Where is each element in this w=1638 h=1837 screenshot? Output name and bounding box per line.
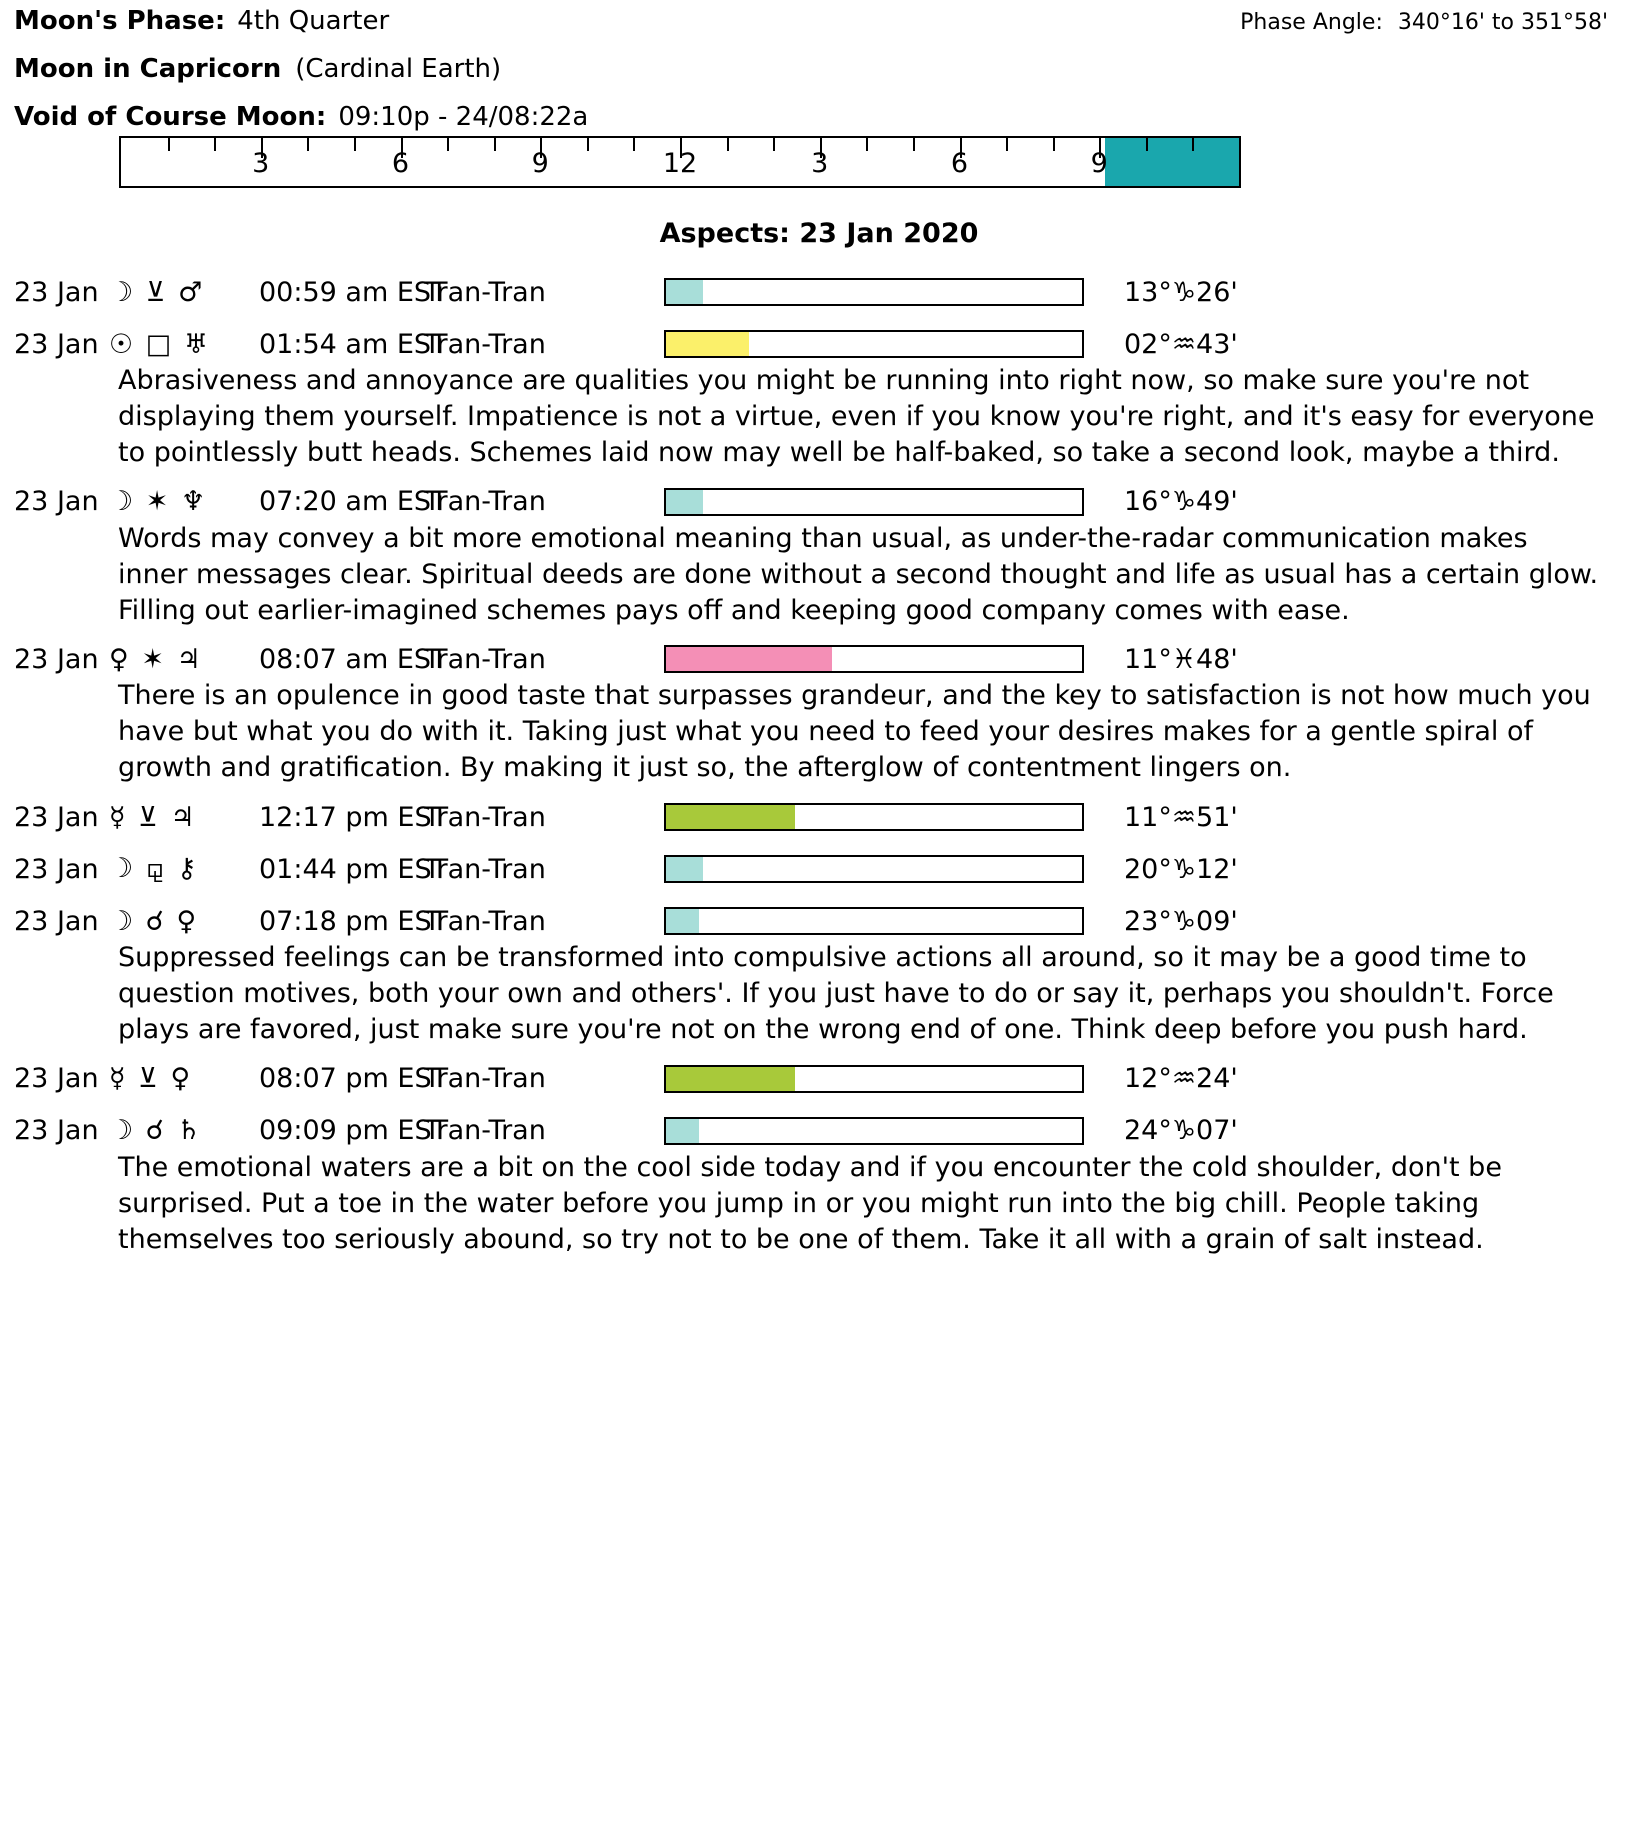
aspect-glyphs: ☉ □ ♅: [109, 328, 211, 360]
aspect-position: 02°♒43': [1124, 328, 1238, 360]
aspect-time: 08:07 pm EST: [259, 1063, 449, 1095]
aspect-kind: Tran-Tran: [424, 905, 546, 937]
timeline-tick: [168, 138, 170, 151]
timeline-tick: [727, 138, 729, 151]
timeline-tick: [1192, 138, 1194, 151]
timeline-tick: [214, 138, 216, 151]
phase-angle-value: 340°16' to 351°58': [1397, 10, 1608, 35]
aspect-glyphs: ☽ ⊻ ♂: [109, 276, 205, 308]
aspect-time: 01:54 am EST: [259, 328, 448, 360]
aspect-time: 01:44 pm EST: [259, 853, 449, 885]
moon-sign-row: [0, 54, 1638, 84]
aspect-row[interactable]: [0, 900, 1638, 942]
aspect-time: 07:20 am EST: [259, 486, 448, 518]
aspect-row[interactable]: [0, 638, 1638, 680]
aspect-description: Words may convey a bit more emotional meaning than usual, as under-the-radar communication makes inner messages clear. Spiritual deeds are done without a second thought and life as usual has a certain glow. Filling out earlier-imagined schemes pays off and keeping good company comes with ease.: [118, 522, 1599, 626]
timeline-hour-label: 9: [531, 148, 549, 179]
aspect-description: There is an opulence in good taste that surpasses grandeur, and the key to satisfaction is not how much you have but what you do with it. Taking just what you need to feed your desires makes for a gentle spiral of growth and gratification. By making it just so, the afterglow of contentment lingers on.: [118, 680, 1591, 784]
aspect-date: 23 Jan: [14, 1063, 99, 1095]
aspect-kind: Tran-Tran: [424, 801, 546, 833]
aspect-position: 16°♑49': [1124, 486, 1238, 518]
void-of-course-value: 09:10p - 24/08:22a: [338, 102, 589, 132]
aspect-strength-bar: [664, 330, 1084, 358]
aspect-date: 23 Jan: [14, 853, 99, 885]
void-of-course-fill: [1105, 138, 1239, 186]
aspect-strength-fill: [666, 280, 703, 304]
aspect-position: 11°♓48': [1124, 643, 1238, 675]
aspect-entry: [0, 271, 1638, 313]
aspect-strength-bar: [664, 803, 1084, 831]
aspect-time: 08:07 am EST: [259, 643, 448, 675]
timeline-hour-label: 6: [950, 148, 969, 179]
phase-angle-label: Phase Angle:: [1240, 10, 1383, 35]
timeline-tick: [1006, 138, 1008, 151]
aspect-kind: Tran-Tran: [424, 853, 546, 885]
timeline-hour-label: 3: [811, 148, 829, 179]
aspect-strength-bar: [664, 488, 1084, 516]
timeline-hour-label: 3: [252, 148, 270, 179]
aspect-strength-fill: [666, 1067, 795, 1091]
timeline-tick: [913, 138, 915, 151]
aspect-date: 23 Jan: [14, 486, 99, 518]
aspect-position: 20°♑12': [1124, 853, 1238, 885]
aspect-strength-fill: [666, 647, 832, 671]
aspect-kind: Tran-Tran: [424, 643, 546, 675]
timeline-tick: [866, 138, 868, 151]
aspect-strength-fill: [666, 490, 703, 514]
void-of-course-timeline: [119, 136, 1241, 188]
aspect-row[interactable]: [0, 848, 1638, 890]
moon-phase-value: 4th Quarter: [237, 6, 390, 36]
aspect-glyphs: ♀ ✶ ♃: [109, 643, 203, 675]
aspect-row[interactable]: [0, 481, 1638, 523]
void-of-course-label: Void of Course Moon:: [14, 102, 327, 132]
aspect-date: 23 Jan: [14, 1115, 99, 1147]
aspect-description: The emotional waters are a bit on the cool side today and if you encounter the cold shoulder, don't be surprised. Put a toe in the water before you jump in or you might run into the big chill. People taking themselves too seriously abound, so try not to be one of them. Take it all with a grain of salt instead.: [118, 1151, 1502, 1255]
aspect-row[interactable]: [0, 796, 1638, 838]
aspect-entry: [0, 638, 1638, 786]
aspect-entry: [0, 796, 1638, 838]
aspect-entry: [0, 900, 1638, 1048]
aspect-row[interactable]: [0, 1110, 1638, 1152]
aspect-kind: Tran-Tran: [424, 1115, 546, 1147]
void-of-course-row: [0, 102, 1638, 132]
aspect-glyphs: ☽ ☌ ♄: [109, 1115, 203, 1147]
aspect-date: 23 Jan: [14, 801, 99, 833]
aspect-position: 23°♑09': [1124, 905, 1238, 937]
aspect-kind: Tran-Tran: [424, 276, 546, 308]
timeline-hour-label: 9: [1090, 148, 1108, 179]
moon-sign-modality: (Cardinal Earth): [295, 54, 502, 84]
aspect-strength-fill: [666, 805, 795, 829]
aspect-strength-fill: [666, 857, 703, 881]
timeline-tick: [447, 138, 449, 151]
aspect-glyphs: ☽ ⚼ ⚷: [109, 853, 199, 885]
aspect-strength-fill: [666, 332, 749, 356]
aspect-row[interactable]: [0, 271, 1638, 313]
aspect-strength-fill: [666, 1119, 699, 1143]
timeline-tick: [494, 138, 496, 151]
aspect-entry: [0, 848, 1638, 890]
timeline-tick: [354, 138, 356, 151]
aspect-glyphs: ☿ ⊻ ♃: [109, 801, 197, 833]
timeline-tick: [587, 138, 589, 151]
moon-phase-row: [0, 6, 1638, 36]
aspect-glyphs: ☽ ☌ ♀: [109, 905, 199, 937]
aspect-row[interactable]: [0, 323, 1638, 365]
aspect-glyphs: ☿ ⊻ ♀: [109, 1063, 193, 1095]
aspect-strength-bar: [664, 907, 1084, 935]
aspect-position: 12°♒24': [1124, 1063, 1238, 1095]
aspect-description: Abrasiveness and annoyance are qualities you might be running into right now, so make sure you're not displaying them yourself. Impatience is not a virtue, even if you know you're right, and it's easy for everyone to pointlessly butt heads. Schemes laid now may well be half-baked, so take a second look, maybe a third.: [118, 365, 1595, 468]
aspect-kind: Tran-Tran: [424, 328, 546, 360]
timeline-hour-label: 12: [662, 148, 698, 179]
aspect-row[interactable]: [0, 1058, 1638, 1100]
aspect-kind: Tran-Tran: [424, 486, 546, 518]
moon-sign-label: Moon in Capricorn: [14, 54, 282, 84]
aspect-entry: [0, 1058, 1638, 1100]
aspect-date: 23 Jan: [14, 905, 99, 937]
aspect-position: 24°♑07': [1124, 1115, 1238, 1147]
aspect-strength-bar: [664, 1117, 1084, 1145]
timeline-tick: [773, 138, 775, 151]
aspect-position: 11°♒51': [1124, 801, 1238, 833]
aspect-strength-bar: [664, 1065, 1084, 1093]
aspect-strength-bar: [664, 645, 1084, 673]
timeline-hour-label: 6: [391, 148, 410, 179]
aspect-time: 00:59 am EST: [259, 276, 448, 308]
aspects-title: Aspects: 23 Jan 2020: [659, 218, 979, 249]
aspect-list: [0, 271, 1638, 1258]
aspect-position: 13°♑26': [1124, 276, 1238, 308]
aspect-entry: [0, 323, 1638, 471]
aspect-glyphs: ☽ ✶ ♆: [109, 486, 208, 518]
aspect-entry: [0, 1110, 1638, 1258]
aspect-description: Suppressed feelings can be transformed into compulsive actions all around, so it may be a good time to question motives, both your own and others'. If you just have to do or say it, perhaps you shouldn't. Force plays are favored, just make sure you're not on the wrong end of one. Think deep before you push hard.: [118, 942, 1554, 1045]
void-of-course-timeline-wrap: [0, 136, 1638, 188]
aspect-strength-fill: [666, 909, 699, 933]
phase-angle: [1240, 10, 1608, 35]
timeline-tick: [307, 138, 309, 151]
aspect-date: 23 Jan: [14, 643, 99, 675]
aspect-entry: [0, 481, 1638, 629]
aspect-strength-bar: [664, 278, 1084, 306]
timeline-tick: [633, 138, 635, 151]
aspect-time: 09:09 pm EST: [259, 1115, 449, 1147]
timeline-tick: [1146, 138, 1148, 151]
aspect-date: 23 Jan: [14, 276, 99, 308]
aspect-strength-bar: [664, 855, 1084, 883]
aspect-time: 07:18 pm EST: [259, 905, 449, 937]
aspect-kind: Tran-Tran: [424, 1063, 546, 1095]
aspect-date: 23 Jan: [14, 328, 99, 360]
aspect-time: 12:17 pm EST: [259, 801, 449, 833]
moon-phase-label: Moon's Phase:: [14, 6, 226, 36]
timeline-tick: [1053, 138, 1055, 151]
